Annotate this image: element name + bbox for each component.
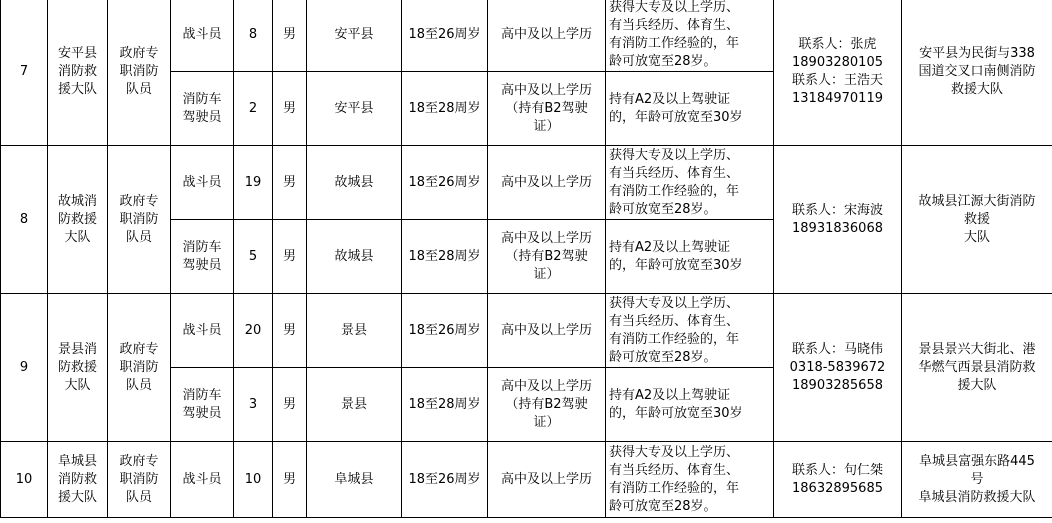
education-cell-text: （持有B2驾驶 bbox=[505, 100, 588, 116]
position-name-cell bbox=[171, 146, 234, 220]
gender-cell bbox=[273, 442, 307, 518]
unit-cell bbox=[48, 442, 108, 518]
contact-cell-text: 联系人：王浩天 bbox=[791, 72, 883, 88]
condition-cell-text: 有消防工作经验的，年 bbox=[609, 183, 740, 199]
unit-cell bbox=[48, 146, 108, 294]
gender-cell bbox=[273, 146, 307, 220]
condition-cell-text: 的，年龄可放宽至30岁 bbox=[609, 257, 743, 273]
unit-cell-text: 援大队 bbox=[57, 489, 97, 505]
position-name-cell-text: 消防车 bbox=[182, 91, 222, 107]
education-cell-text: 证） bbox=[533, 118, 560, 134]
condition-cell-text: 有当兵经历、体育生、 bbox=[609, 165, 740, 181]
age-cell bbox=[402, 294, 488, 368]
address-cell-text: 救援大队 bbox=[950, 81, 1003, 97]
position-name-cell bbox=[171, 220, 234, 294]
personnel-type-cell bbox=[108, 294, 171, 442]
position-name-cell-text: 消防车 bbox=[182, 239, 222, 255]
condition-cell-text: 有消防工作经验的，年 bbox=[609, 35, 740, 51]
education-cell bbox=[488, 368, 606, 442]
row-number-cell-text: 9 bbox=[19, 359, 29, 375]
position-name-cell-text: 消防车 bbox=[182, 387, 222, 403]
contact-cell-text: 联系人：宋海波 bbox=[791, 202, 883, 218]
address-cell-text: 景县景兴大街北、港 bbox=[918, 341, 1036, 357]
address-cell-text: 号 bbox=[970, 471, 984, 487]
gender-cell bbox=[273, 0, 307, 72]
personnel-type-cell-text: 职消防 bbox=[119, 211, 159, 227]
contact-cell-text: 18632895685 bbox=[792, 480, 883, 496]
area-cell bbox=[307, 72, 402, 146]
unit-cell-text: 阜城县 bbox=[57, 453, 97, 469]
age-cell bbox=[402, 0, 488, 72]
personnel-type-cell bbox=[108, 442, 171, 518]
education-cell-text: 证） bbox=[533, 266, 560, 282]
condition-cell bbox=[606, 442, 774, 518]
condition-cell-text: 获得大专及以上学历、 bbox=[609, 295, 740, 311]
education-cell-text: 高中及以上学历 bbox=[500, 322, 592, 338]
address-cell bbox=[902, 442, 1052, 518]
age-cell bbox=[402, 368, 488, 442]
gender-cell bbox=[273, 72, 307, 146]
position-name-cell-text: 战斗员 bbox=[182, 471, 222, 487]
condition-cell-text: 获得大专及以上学历、 bbox=[609, 444, 740, 460]
education-cell bbox=[488, 294, 606, 368]
area-cell-text: 安平县 bbox=[334, 100, 374, 116]
age-cell-text: 18至26周岁 bbox=[408, 26, 481, 42]
area-cell bbox=[307, 0, 402, 72]
condition-cell-text: 持有A2及以上驾驶证 bbox=[609, 91, 731, 107]
area-cell-text: 安平县 bbox=[334, 26, 374, 42]
education-cell-text: （持有B2驾驶 bbox=[505, 248, 588, 264]
condition-cell bbox=[606, 72, 774, 146]
contact-cell-text: 18903280105 bbox=[792, 54, 883, 70]
education-cell bbox=[488, 72, 606, 146]
contact-cell bbox=[774, 0, 902, 146]
condition-cell-text: 有当兵经历、体育生、 bbox=[609, 462, 740, 478]
gender-cell-text: 男 bbox=[282, 26, 296, 42]
headcount-cell bbox=[234, 442, 273, 518]
row-number-cell bbox=[1, 442, 48, 518]
position-name-cell-text: 战斗员 bbox=[182, 174, 222, 190]
row-number-cell bbox=[1, 0, 48, 146]
table-row bbox=[1, 294, 1052, 368]
headcount-cell-text: 2 bbox=[248, 100, 258, 116]
headcount-cell-text: 3 bbox=[248, 396, 258, 412]
gender-cell-text: 男 bbox=[282, 396, 296, 412]
personnel-type-cell-text: 政府专 bbox=[119, 45, 159, 61]
area-cell-text: 故城县 bbox=[334, 174, 374, 190]
position-name-cell bbox=[171, 72, 234, 146]
age-cell bbox=[402, 220, 488, 294]
area-cell bbox=[307, 294, 402, 368]
gender-cell-text: 男 bbox=[282, 322, 296, 338]
personnel-type-cell-text: 职消防 bbox=[119, 471, 159, 487]
personnel-type-cell-text: 政府专 bbox=[119, 341, 159, 357]
condition-cell-text: 的，年龄可放宽至30岁 bbox=[609, 109, 743, 125]
unit-cell-text: 故城消 bbox=[57, 193, 97, 209]
address-cell-text: 阜城县消防救援大队 bbox=[918, 489, 1036, 505]
unit-cell-text: 援大队 bbox=[57, 81, 97, 97]
headcount-cell bbox=[234, 0, 273, 72]
headcount-cell bbox=[234, 72, 273, 146]
headcount-cell bbox=[234, 146, 273, 220]
education-cell-text: 高中及以上学历 bbox=[500, 26, 592, 42]
unit-cell-text: 防救援 bbox=[57, 359, 97, 375]
gender-cell bbox=[273, 294, 307, 368]
position-name-cell bbox=[171, 0, 234, 72]
age-cell bbox=[402, 146, 488, 220]
education-cell bbox=[488, 0, 606, 72]
position-name-cell-text: 战斗员 bbox=[182, 322, 222, 338]
unit-cell-text: 景县消 bbox=[57, 341, 97, 357]
position-name-cell-text: 战斗员 bbox=[182, 26, 222, 42]
gender-cell-text: 男 bbox=[282, 174, 296, 190]
unit-cell-text: 消防救 bbox=[57, 63, 97, 79]
address-cell bbox=[902, 0, 1052, 146]
condition-cell-text: 持有A2及以上驾驶证 bbox=[609, 387, 731, 403]
address-cell bbox=[902, 294, 1052, 442]
row-number-cell bbox=[1, 146, 48, 294]
contact-cell-text: 18903285658 bbox=[792, 377, 883, 393]
area-cell bbox=[307, 220, 402, 294]
address-cell-text: 大队 bbox=[963, 229, 990, 245]
area-cell-text: 故城县 bbox=[334, 248, 374, 264]
condition-cell bbox=[606, 146, 774, 220]
contact-cell-text: 18931836068 bbox=[792, 220, 883, 236]
table-row bbox=[1, 0, 1052, 72]
address-cell-text: 安平县为民街与338 bbox=[919, 45, 1035, 61]
unit-cell bbox=[48, 0, 108, 146]
condition-cell-text: 有当兵经历、体育生、 bbox=[609, 313, 740, 329]
address-cell-text: 援大队 bbox=[957, 377, 997, 393]
education-cell bbox=[488, 220, 606, 294]
condition-cell bbox=[606, 368, 774, 442]
position-name-cell bbox=[171, 294, 234, 368]
address-cell-text: 故城县江源大街消防 bbox=[918, 193, 1036, 209]
area-cell-text: 景县 bbox=[340, 322, 367, 338]
area-cell bbox=[307, 368, 402, 442]
gender-cell-text: 男 bbox=[282, 100, 296, 116]
education-cell-text: 高中及以上学历 bbox=[500, 82, 592, 98]
address-cell bbox=[902, 146, 1052, 294]
unit-cell bbox=[48, 294, 108, 442]
row-number-cell bbox=[1, 294, 48, 442]
headcount-cell-text: 10 bbox=[244, 471, 262, 487]
address-cell-text: 国道交叉口南侧消防 bbox=[918, 63, 1036, 79]
row-number-cell-text: 7 bbox=[19, 63, 29, 79]
gender-cell bbox=[273, 220, 307, 294]
personnel-type-cell bbox=[108, 146, 171, 294]
headcount-cell bbox=[234, 368, 273, 442]
headcount-cell-text: 5 bbox=[248, 248, 258, 264]
contact-cell bbox=[774, 442, 902, 518]
address-cell-text: 阜城县富强东路445 bbox=[919, 453, 1035, 469]
contact-cell-text: 联系人：马晓伟 bbox=[791, 341, 883, 357]
area-cell-text: 景县 bbox=[340, 396, 367, 412]
age-cell bbox=[402, 72, 488, 146]
personnel-type-cell-text: 职消防 bbox=[119, 63, 159, 79]
education-cell-text: 证） bbox=[533, 414, 560, 430]
headcount-cell bbox=[234, 294, 273, 368]
unit-cell-text: 安平县 bbox=[57, 45, 97, 61]
condition-cell-text: 持有A2及以上驾驶证 bbox=[609, 239, 731, 255]
personnel-type-cell-text: 队员 bbox=[125, 229, 152, 245]
unit-cell-text: 大队 bbox=[64, 377, 91, 393]
condition-cell-text: 龄可放宽至28岁。 bbox=[609, 53, 717, 69]
age-cell-text: 18至28周岁 bbox=[408, 248, 481, 264]
gender-cell-text: 男 bbox=[282, 248, 296, 264]
age-cell-text: 18至28周岁 bbox=[408, 100, 481, 116]
table-row bbox=[1, 442, 1052, 518]
education-cell-text: （持有B2驾驶 bbox=[505, 396, 588, 412]
position-name-cell bbox=[171, 442, 234, 518]
condition-cell-text: 有消防工作经验的，年 bbox=[609, 480, 740, 496]
headcount-cell bbox=[234, 220, 273, 294]
education-cell bbox=[488, 146, 606, 220]
position-name-cell-text: 驾驶员 bbox=[182, 257, 222, 273]
age-cell-text: 18至26周岁 bbox=[408, 471, 481, 487]
condition-cell-text: 龄可放宽至28岁。 bbox=[609, 498, 717, 514]
contact-cell-text: 13184970119 bbox=[792, 90, 883, 106]
contact-cell-text: 联系人：句仁桀 bbox=[791, 462, 883, 478]
personnel-type-cell-text: 职消防 bbox=[119, 359, 159, 375]
condition-cell-text: 有消防工作经验的，年 bbox=[609, 331, 740, 347]
personnel-type-cell-text: 队员 bbox=[125, 81, 152, 97]
age-cell-text: 18至26周岁 bbox=[408, 174, 481, 190]
contact-cell bbox=[774, 294, 902, 442]
unit-cell-text: 消防救 bbox=[57, 471, 97, 487]
personnel-type-cell bbox=[108, 0, 171, 146]
contact-cell-text: 0318-5839672 bbox=[789, 359, 886, 375]
gender-cell bbox=[273, 368, 307, 442]
personnel-type-cell-text: 队员 bbox=[125, 377, 152, 393]
personnel-type-cell-text: 队员 bbox=[125, 489, 152, 505]
table-row bbox=[1, 146, 1052, 220]
row-number-cell-text: 8 bbox=[19, 211, 29, 227]
area-cell bbox=[307, 442, 402, 518]
condition-cell-text: 有当兵经历、体育生、 bbox=[609, 17, 740, 33]
position-name-cell-text: 驾驶员 bbox=[182, 405, 222, 421]
address-cell-text: 救援 bbox=[963, 211, 990, 227]
education-cell-text: 高中及以上学历 bbox=[500, 230, 592, 246]
headcount-cell-text: 20 bbox=[244, 322, 262, 338]
address-cell-text: 华燃气西景县消防救 bbox=[918, 359, 1036, 375]
position-name-cell-text: 驾驶员 bbox=[182, 109, 222, 125]
age-cell bbox=[402, 442, 488, 518]
area-cell-text: 阜城县 bbox=[334, 471, 374, 487]
condition-cell-text: 龄可放宽至28岁。 bbox=[609, 349, 717, 365]
education-cell bbox=[488, 442, 606, 518]
condition-cell-text: 获得大专及以上学历、 bbox=[609, 0, 740, 15]
personnel-type-cell-text: 政府专 bbox=[119, 453, 159, 469]
condition-cell-text: 龄可放宽至28岁。 bbox=[609, 201, 717, 217]
headcount-cell-text: 19 bbox=[244, 174, 262, 190]
contact-cell bbox=[774, 146, 902, 294]
education-cell-text: 高中及以上学历 bbox=[500, 378, 592, 394]
education-cell-text: 高中及以上学历 bbox=[500, 174, 592, 190]
position-name-cell bbox=[171, 368, 234, 442]
condition-cell bbox=[606, 220, 774, 294]
unit-cell-text: 防救援 bbox=[57, 211, 97, 227]
headcount-cell-text: 8 bbox=[248, 26, 258, 42]
condition-cell bbox=[606, 294, 774, 368]
condition-cell bbox=[606, 0, 774, 72]
gender-cell-text: 男 bbox=[282, 471, 296, 487]
age-cell-text: 18至26周岁 bbox=[408, 322, 481, 338]
condition-cell-text: 的，年龄可放宽至30岁 bbox=[609, 405, 743, 421]
unit-cell-text: 大队 bbox=[64, 229, 91, 245]
row-number-cell-text: 10 bbox=[15, 471, 33, 487]
personnel-type-cell-text: 政府专 bbox=[119, 193, 159, 209]
age-cell-text: 18至28周岁 bbox=[408, 396, 481, 412]
area-cell bbox=[307, 146, 402, 220]
education-cell-text: 高中及以上学历 bbox=[500, 471, 592, 487]
contact-cell-text: 联系人：张虎 bbox=[798, 36, 877, 52]
condition-cell-text: 获得大专及以上学历、 bbox=[609, 147, 740, 163]
